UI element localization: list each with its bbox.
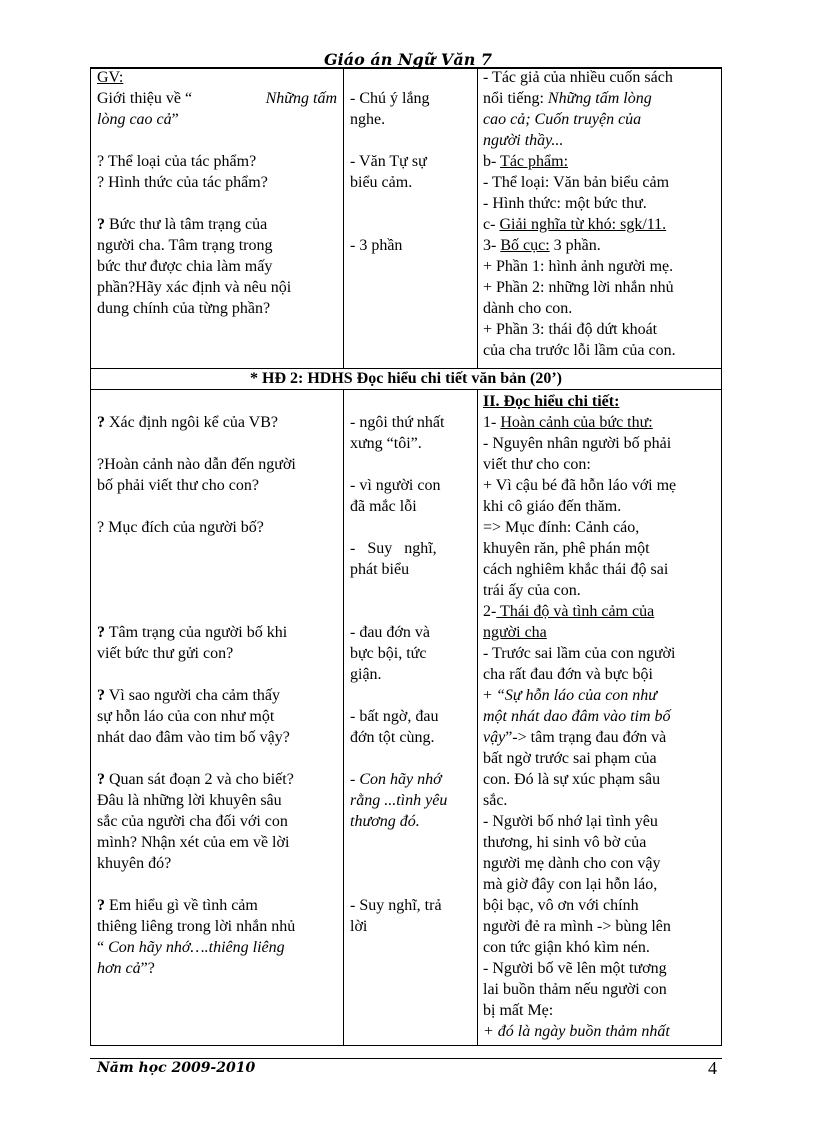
content-part-1: + Phần 1: hình ảnh người mẹ. [483,258,674,275]
answer-observe-3: thương đó. [350,813,420,830]
content-section-title: II. Đọc hiểu chi tiết: [483,393,620,410]
content-attitude-heading-2: người cha [483,624,547,641]
question-letter-1: ? Bức thư là tâm trạng của [97,216,268,233]
answer-mood-3: giận. [350,666,382,683]
content-part-2: + Phần 2: những lời nhắn nhủ [483,279,674,296]
content-attitude-13: bội bạc, vô ơn với chính [483,897,639,914]
question-observe-3: sắc của người cha đối với con [97,813,288,830]
column-content [478,69,721,368]
content-attitude-12: mà giờ đây con lại hỗn láo, [483,876,658,893]
content-attitude-11: người mẹ dành cho con vậy [483,855,661,872]
table-section-detail [91,390,721,1045]
intro-line-2: lòng cao cả” [97,111,179,128]
answer-feeling-2: lời [350,918,368,935]
question-form: ? Hình thức của tác phẩm? [97,174,268,191]
answer-observe-2: rằng ...tình yêu [350,792,448,809]
content-context-6: khuyên răn, phê phán một [483,540,650,557]
answer-narrator-1: - ngôi thứ nhất [350,414,445,431]
question-observe-1: ? Quan sát đoạn 2 và cho biết? [97,771,294,788]
content-layout: 3- Bố cục: 3 phần. [483,237,601,254]
content-context-2: viết thư cho con: [483,456,591,473]
content-context-4: khi cô giáo đến thăm. [483,498,622,515]
content-attitude-17: lai buồn thảm nếu người con [483,981,667,998]
answer-narrator-2: xưng “tôi”. [350,435,422,452]
column-student [344,69,478,368]
content-context-1: - Nguyên nhân người bố phải [483,435,672,452]
activity-heading: * HĐ 2: HDHS Đọc hiểu chi tiết văn bản (20’) [91,368,721,390]
question-letter-5: dung chính của từng phần? [97,300,271,317]
footer-divider [90,1058,722,1059]
answer-mood-2: bực bội, tức [350,645,427,662]
content-genre: - Thể loại: Văn bản biểu cảm [483,174,670,191]
question-letter-3: bức thư được chia làm mấy [97,258,273,275]
content-context-3: + Vì cậu bé đã hỗn láo với mẹ [483,477,677,494]
question-feeling-2: thiêng liêng trong lời nhắn nhủ [97,918,296,935]
question-observe-4: mình? Nhận xét của em về lời [97,834,290,851]
answer-purpose-2: phát biểu [350,561,410,578]
content-attitude-2: cha rất đau đớn và bực bội [483,666,653,683]
question-feeling-4: hơn cả”? [97,960,155,977]
content-author-4: người thầy... [483,132,564,149]
answer-context-1: - vì người con [350,477,441,494]
question-letter-2: người cha. Tâm trạng trong [97,237,273,254]
content-attitude-19: + đó là ngày buồn thảm nhất [483,1023,670,1040]
table-section-intro [91,69,721,368]
content-context-5: => Mục đính: Cảnh cáo, [483,519,640,536]
answer-purpose-1: - Suy nghĩ, [350,540,437,557]
question-narrator: ? Xác định ngôi kể của VB? [97,414,278,431]
content-part-2b: dành cho con. [483,300,573,317]
question-observe-5: khuyên đó? [97,855,172,872]
page-number: 4 [708,1058,717,1078]
content-part-3: + Phần 3: thái độ dứt khoát [483,321,658,338]
teacher-label: GV: [97,69,124,86]
content-context-heading: 1- Hoàn cảnh của bức thư: [483,414,653,431]
content-attitude-heading-1: 2- Thái độ và tình cảm của [483,603,655,620]
question-mood-1: ? Tâm trạng của người bố khi [97,624,288,641]
page-header-title: Giáo án Ngữ Văn 7 [323,50,493,69]
content-context-7: cách nghiêm khắc thái độ sai [483,561,669,578]
content-attitude-10: thương, hi sinh vô bờ của [483,834,647,851]
column-teacher [91,69,344,368]
content-form: - Hình thức: một bức thư. [483,195,647,212]
column-content-detail [478,390,721,1045]
answer-listen-1: - Chú ý lắng [350,90,430,107]
answer-why-2: đớn tột cùng. [350,729,435,746]
content-attitude-1: - Trước sai lầm của con người [483,645,676,662]
answer-observe-1: - Con hãy nhớ [350,771,442,788]
content-author-3: cao cả; Cuốn truyện của [483,111,642,128]
content-attitude-3: + “Sự hỗn láo của con như [483,687,658,704]
content-glossary: c- Giải nghĩa từ khó: sgk/11. [483,216,667,233]
content-attitude-9: - Người bố nhớ lại tình yêu [483,813,658,830]
question-why-3: nhát dao đâm vào tim bố vậy? [97,729,290,746]
content-author-1: - Tác giả của nhiều cuốn sách [483,69,673,86]
content-part-3b: của cha trước lỗi lầm của con. [483,342,676,359]
answer-feeling-1: - Suy nghĩ, trả [350,897,442,914]
answer-why-1: - bất ngờ, đau [350,708,439,725]
answer-mood-1: - đau đớn và [350,624,430,641]
content-attitude-15: con tức giận khó kìm nén. [483,939,650,956]
answer-context-2: đã mắc lỗi [350,498,417,515]
content-attitude-7: con. Đó là sự xúc phạm sâu [483,771,661,788]
content-author-2: nổi tiếng: Những tấm lòng [483,90,652,107]
question-context-2: bố phải viết thư cho con? [97,477,259,494]
content-attitude-6: bất ngờ trước sai phạm của [483,750,657,767]
column-student-detail [344,390,478,1045]
question-feeling-3: “ Con hãy nhớ….thiêng liêng [97,939,285,956]
content-attitude-18: bị mất Mẹ: [483,1002,554,1019]
content-attitude-14: người đẻ ra mình -> bùng lên [483,918,671,935]
question-purpose: ? Mục đích của người bố? [97,519,264,536]
answer-listen-2: nghe. [350,111,386,128]
question-genre: ? Thể loại của tác phẩm? [97,153,257,170]
lesson-table [90,68,722,1046]
question-feeling-1: ? Em hiểu gì về tình cảm [97,897,258,914]
question-observe-2: Đâu là những lời khuyên sâu [97,792,282,809]
content-attitude-5: vậy”-> tâm trạng đau đớn và [483,729,667,746]
answer-genre-2: biểu cảm. [350,174,413,191]
intro-line-1: Giới thiệu về “ Những tấm [97,90,337,107]
content-context-8: trái ấy của con. [483,582,581,599]
content-work-heading: b- Tác phẩm: [483,153,569,170]
content-attitude-8: sắc. [483,792,508,809]
question-why-1: ? Vì sao người cha cảm thấy [97,687,281,704]
answer-genre-1: - Văn Tự sự [350,153,427,170]
column-teacher-detail [91,390,344,1045]
answer-parts: - 3 phần [350,237,403,254]
content-attitude-4: một nhát dao đâm vào tim bố [483,708,671,725]
content-attitude-16: - Người bố vẽ lên một tương [483,960,667,977]
question-letter-4: phần?Hãy xác định và nêu nội [97,279,292,296]
footer-school-year: Năm học 2009-2010 [97,1060,256,1076]
question-context-1: ?Hoàn cảnh nào dẫn đến người [97,456,296,473]
question-mood-2: viết bức thư gửi con? [97,645,234,662]
question-why-2: sự hỗn láo của con như một [97,708,275,725]
